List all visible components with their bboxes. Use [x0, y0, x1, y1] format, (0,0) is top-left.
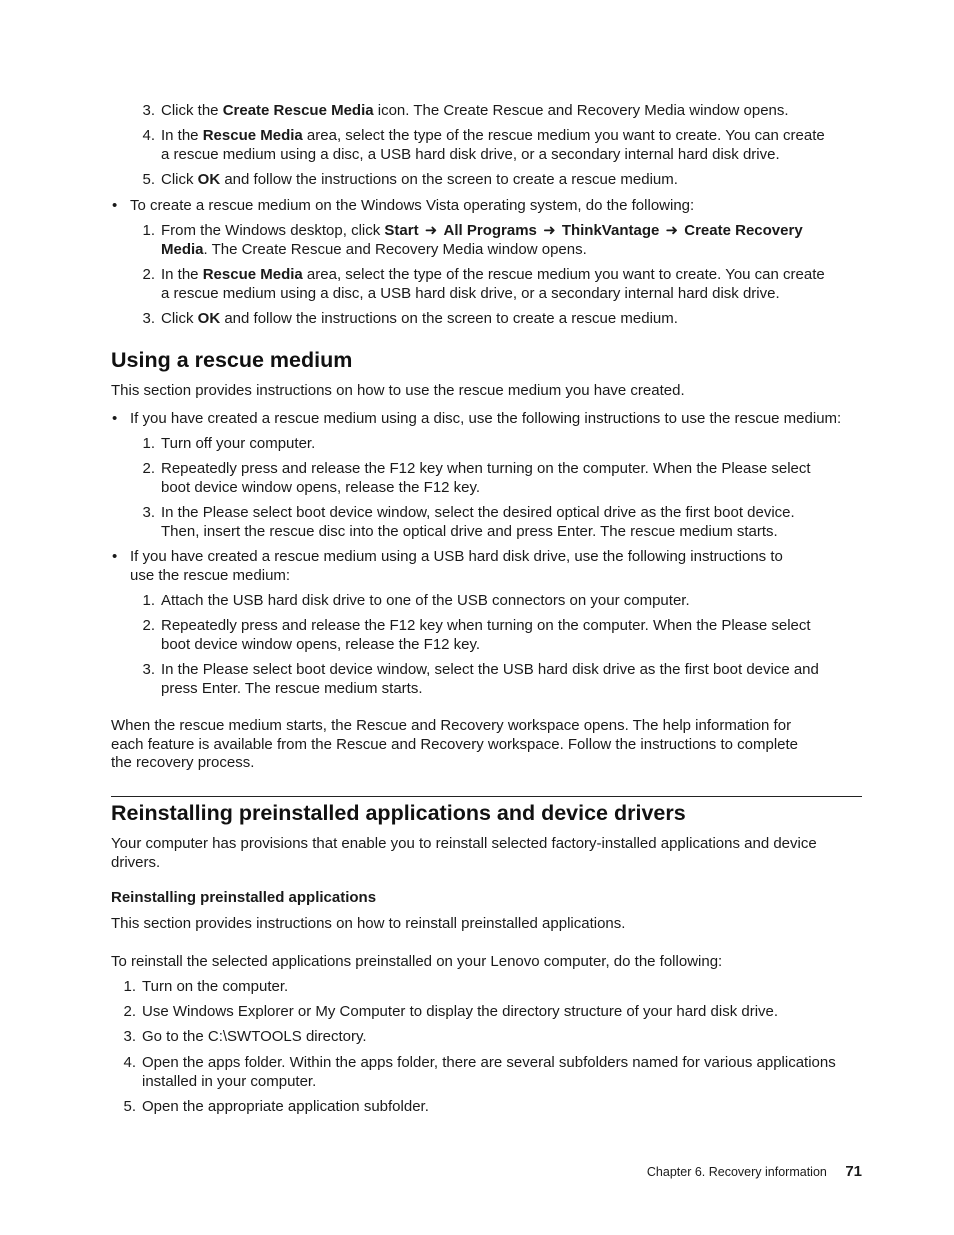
arrow-right-icon: ➜ — [543, 222, 556, 239]
list-item: 4. Open the apps folder. Within the apps folder, there are several subfolders named for various applications installed in your computer. — [123, 1054, 836, 1090]
list-item: 1. From the Windows desktop, click Start ➜ All Programs ➜ ThinkVantage ➜ Create Recovery Media. The Create Rescue and Recovery Media window opens. — [142, 222, 803, 258]
bullet-icon: • — [112, 197, 118, 214]
paragraph: Your computer has provisions that enable you to reinstall selected factory-installed applications and device drivers. — [111, 835, 817, 871]
footer-chapter: Chapter 6. Recovery information — [646, 1165, 827, 1179]
list-item: 2. Repeatedly press and release the F12 key when turning on the computer. When the Please select boot device window opens, release the F12 key. — [142, 460, 811, 496]
list-item: 3. Go to the C:\SWTOOLS directory. — [123, 1028, 367, 1045]
list-item: 2. Repeatedly press and release the F12 key when turning on the computer. When the Please select boot device window opens, release the F12 key. — [142, 617, 811, 653]
section-heading: Using a rescue medium — [111, 348, 353, 372]
list-item: 3. Click the Create Rescue Media icon. The Create Rescue and Recovery Media window opens. — [142, 102, 789, 119]
section-divider — [111, 796, 862, 797]
list-item: 1. Turn off your computer. — [142, 435, 316, 452]
list-item: 3. In the Please select boot device window, select the USB hard disk drive as the first boot device and press Enter. The rescue medium starts. — [142, 661, 819, 697]
arrow-right-icon: ➜ — [424, 222, 438, 239]
bullet-icon: • — [112, 548, 118, 565]
bullet-icon: • — [112, 410, 118, 427]
list-item: 4. In the Rescue Media area, select the type of the rescue medium you want to create. You can create a rescue medium using a disc, a USB hard disk drive, or a secondary internal hard disk drive. — [142, 127, 825, 163]
bullet-item: • To create a rescue medium on the Windows Vista operating system, do the following: — [112, 197, 695, 214]
bullet-item: • If you have created a rescue medium using a USB hard disk drive, use the following instructions to use the rescue medium: — [112, 548, 783, 584]
page-footer — [647, 1163, 862, 1181]
list-item: 5. Open the appropriate application subfolder. — [123, 1098, 429, 1115]
list-item: 5. Click OK and follow the instructions on the screen to create a rescue medium. — [142, 171, 678, 188]
list-item: 2. In the Rescue Media area, select the type of the rescue medium you want to create. You can create a rescue medium using a disc, a USB hard disk drive, or a secondary internal hard disk drive. — [142, 266, 825, 302]
paragraph: When the rescue medium starts, the Rescue and Recovery workspace opens. The help information for each feature is available from the Rescue and Recovery workspace. Follow the instructions to complete the recovery process. — [111, 717, 799, 772]
list-item: 1. Turn on the computer. — [123, 978, 289, 995]
paragraph: This section provides instructions on how to reinstall preinstalled applications. — [111, 915, 626, 932]
document-page — [111, 0, 862, 1235]
list-item: 3. Click OK and follow the instructions on the screen to create a rescue medium. — [142, 310, 678, 327]
section-heading: Reinstalling preinstalled applications and device drivers — [111, 801, 686, 825]
paragraph: To reinstall the selected applications preinstalled on your Lenovo computer, do the following: — [111, 953, 723, 970]
list-item: 3. In the Please select boot device window, select the desired optical drive as the first boot device. Then, insert the rescue disc into the optical drive and press Enter. The rescue medium starts. — [142, 504, 795, 540]
paragraph: This section provides instructions on how to use the rescue medium you have created. — [111, 382, 685, 399]
arrow-right-icon: ➜ — [665, 222, 679, 239]
subsection-heading: Reinstalling preinstalled applications — [111, 889, 377, 906]
list-item: 2. Use Windows Explorer or My Computer to display the directory structure of your hard disk drive. — [123, 1003, 779, 1020]
bullet-item: • If you have created a rescue medium using a disc, use the following instructions to use the rescue medium: — [112, 410, 842, 427]
page-number: 71 — [845, 1163, 862, 1180]
list-item: 1. Attach the USB hard disk drive to one of the USB connectors on your computer. — [142, 592, 690, 609]
